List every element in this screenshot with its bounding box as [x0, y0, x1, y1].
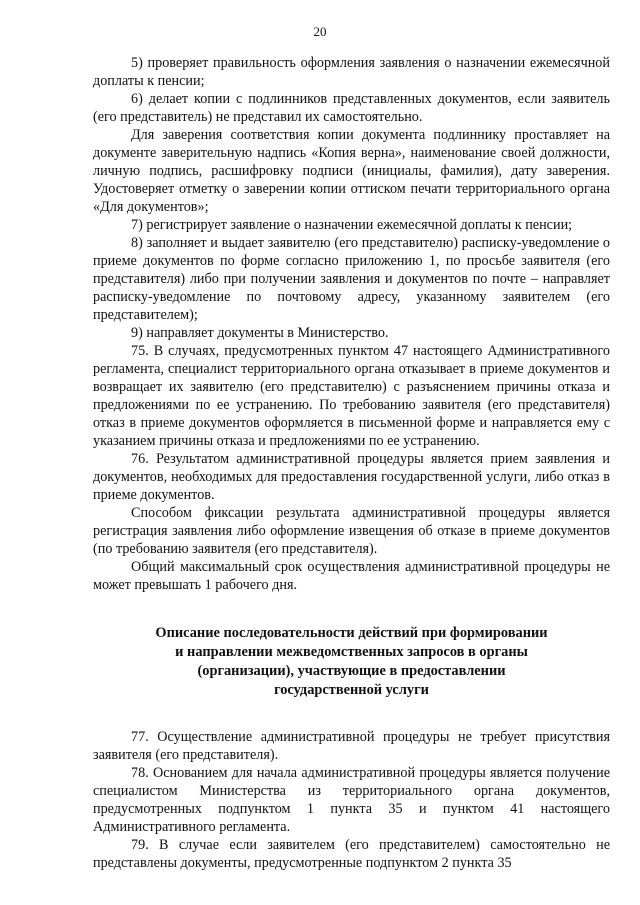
section-heading: [93, 624, 610, 700]
paragraph-max-term: Общий максимальный срок осуществления административной процедуры не может превышать 1 рабочего дня.: [93, 559, 610, 593]
paragraph-77: 77. Осуществление административной процедуры не требует присутствия заявителя (его представителя).: [93, 729, 610, 763]
section-heading-line: и направлении межведомственных запросов в органы: [175, 644, 528, 660]
paragraph-item-8: 8) заполняет и выдает заявителю (его представителю) расписку-уведомление о приеме документов по форме согласно приложению 1, по просьбе заявителя (его представителя) либо при получении заявления и документов по почте – направляет расписку-уведомление по почтовому адресу, указанному заявителем (его представителем);: [93, 235, 610, 323]
paragraph-item-5: 5) проверяет правильность оформления заявления о назначении ежемесячной доплаты к пенсии;: [93, 55, 610, 89]
section-heading-line: (организации), участвующие в предоставлении: [197, 663, 506, 679]
paragraph-item-9: 9) направляет документы в Министерство.: [131, 325, 389, 341]
paragraph-item-6: 6) делает копии с подлинников представленных документов, если заявитель (его представитель) не представил их самостоятельно.: [93, 91, 610, 125]
paragraph-item-7: 7) регистрирует заявление о назначении ежемесячной доплаты к пенсии;: [131, 217, 573, 233]
paragraph-78: 78. Основанием для начала административной процедуры является получение специалистом Министерства из территориального органа документов, предусмотренных подпунктом 1 пункта 35 и пунктом 41 настоящего Административного регламента.: [93, 765, 610, 835]
document-body: [93, 54, 610, 872]
page-number: 20: [313, 24, 327, 39]
paragraph-certification: Для заверения соответствия копии документа подлиннику проставляет на документе заверительную надпись «Копия верна», наименование своей должности, личную подпись, расшифровку подписи (инициалы, фамилия), дату заверения. Удостоверяет отметку о заверении копии оттиском печати территориального органа «Для документов»;: [93, 127, 610, 215]
paragraph-fixation: Способом фиксации результата административной процедуры является регистрация заявления либо оформление извещения об отказе в приеме документов (по требованию заявителя (его представителя).: [93, 505, 610, 557]
section-heading-line: государственной услуги: [274, 682, 429, 698]
paragraph-76: 76. Результатом административной процедуры является прием заявления и документов, необходимых для предоставления государственной услуги, либо отказ в приеме документов.: [93, 451, 610, 503]
paragraph-79: 79. В случае если заявителем (его представителем) самостоятельно не представлены документы, предусмотренные подпунктом 2 пункта 35: [93, 837, 610, 871]
section-heading-line: Описание последовательности действий при формировании: [155, 625, 548, 641]
paragraph-75: 75. В случаях, предусмотренных пунктом 47 настоящего Административного регламента, специалист территориального органа отказывает в приеме документов и возвращает их заявителю (его представителю) с разъяснением причины отказа и предложениями по ее устранению. По требованию заявителя (его представителя) отказ в приеме документов оформляется в письменной форме и направляется ему с указанием причины отказа и предложениями по ее устранению.: [93, 343, 610, 449]
